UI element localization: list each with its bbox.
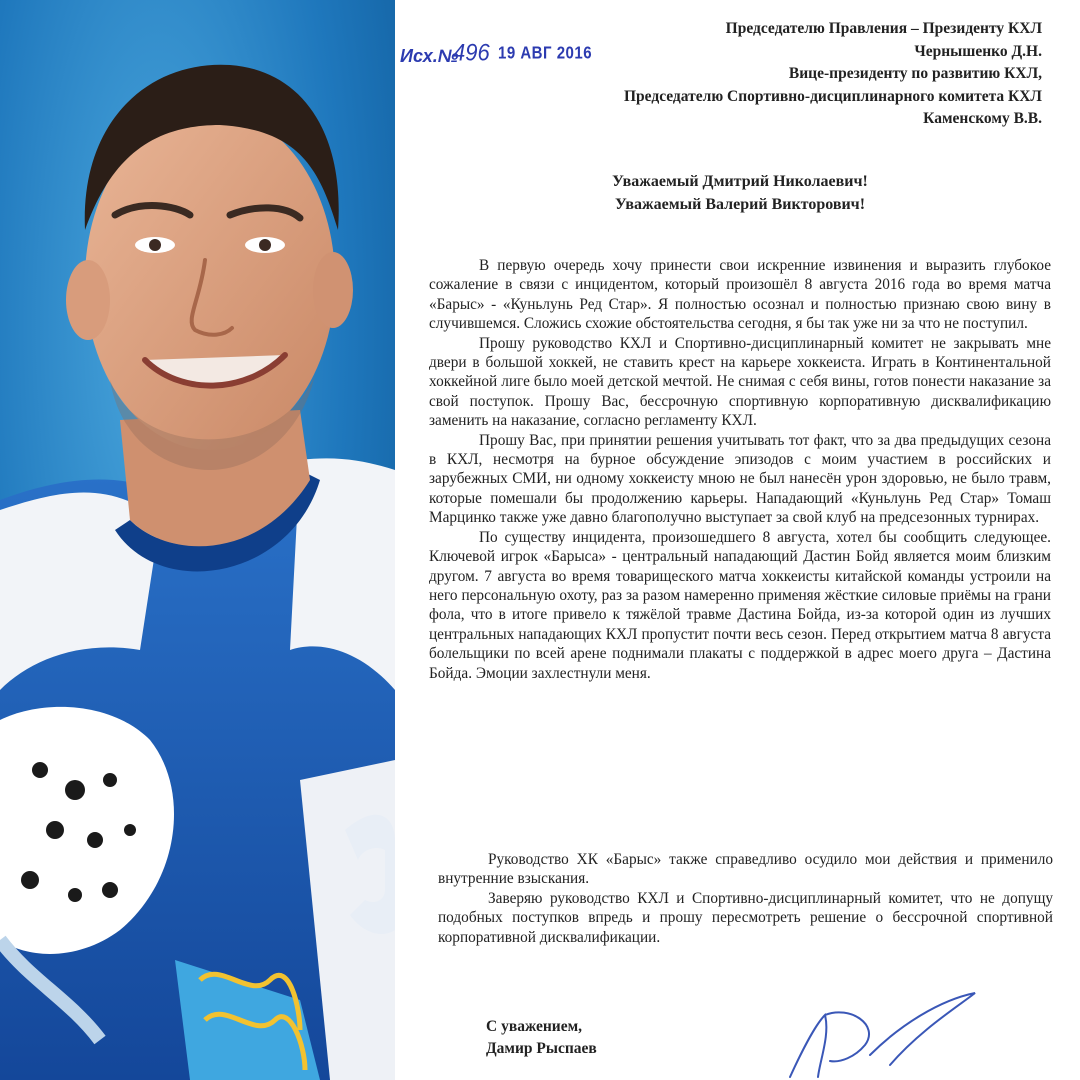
letter-body (429, 256, 1051, 683)
letter-closing-body (438, 850, 1053, 947)
reference-number: 496 (453, 38, 490, 67)
greeting-line: Уважаемый Дмитрий Николаевич! (612, 173, 868, 190)
body-paragraph: Заверяю руководство КХЛ и Спортивно-дисциплинарный комитет, что не допущу подобных поступков впредь и прошу пересмотреть решение о бессрочной спортивной корпоративной дисквалификации. (438, 889, 1053, 946)
addressee-line: Вице-президенту по развитию КХЛ, (788, 65, 1042, 82)
outgoing-reference-stamp (400, 40, 600, 70)
body-paragraph: По существу инцидента, произошедшего 8 августа, хотел бы сообщить следующее. Ключевой игрок «Барыса» - центральный нападающий Дастин Бойд является моим близким другом. 7 августа во время товарищеского матча хоккеисты китайской команды устроили на него персональную охоту, раз за разом намеренно применяя жёсткие силовые приёмы на грани фола, что в итоге привело к тяжёлой травме Дастина Бойда, из-за которой один из лучших центральных нападающих КХЛ пропустит почти весь сезон. Перед открытием матча 8 августа болельщики по всей арене поднимали плакаты с поддержкой в адрес моего друга – Дастина Бойда. Эмоции захлестнули меня. (429, 528, 1051, 682)
player-illustration (0, 0, 395, 1080)
reference-date: 19 АВГ 2016 (498, 43, 593, 64)
greeting-line: Уважаемый Валерий Викторович! (614, 196, 866, 213)
signoff-name: Дамир Рыспаев (486, 1040, 597, 1057)
addressee-line: Чернышенко Д.Н. (914, 42, 1042, 60)
letter-page (400, 0, 1080, 1080)
player-photo (0, 0, 395, 1080)
body-paragraph: Руководство ХК «Барыс» также справедливо осудило мои действия и применило внутренние взыскания. (438, 851, 1053, 888)
reference-prefix: Исх.№ (400, 46, 459, 66)
signoff-closing: С уважением, (486, 1018, 583, 1035)
handwritten-signature (770, 985, 1000, 1080)
addressee-line: Каменскому В.В. (923, 110, 1042, 127)
greeting (400, 170, 1080, 216)
body-paragraph: Прошу руководство КХЛ и Спортивно-дисциплинарный комитет не закрывать мне двери в большой хоккей, не ставить крест на карьере хоккеиста. Играть в Континентальной хоккейной лиге было моей детской мечтой. Не снимая с себя вины, готов понести наказание за свой поступок. Прошу Вас, бессрочную спортивную корпоративную дисквалификацию заменить на наказание, согласно регламенту КХЛ. (429, 334, 1051, 430)
addressee-block (624, 18, 1042, 131)
body-paragraph: Прошу Вас, при принятии решения учитывать тот факт, что за два предыдущих сезона в КХЛ, несмотря на бурное обсуждение эпизодов с моим участием в российских и зарубежных СМИ, ни одному хоккеисту мною не был нанесён урон здоровью, не было травм, которые помешали бы продолжению карьеры. Нападающий «Куньлунь Ред Стар» Томаш Марцинко также уже давно благополучно выступает за свой клуб на предсезонных турнирах. (429, 431, 1051, 527)
body-paragraph: В первую очередь хочу принести свои искренние извинения и выразить глубокое сожаление в связи с инцидентом, который произошёл 8 августа 2016 года во время матча «Барыс» - «Куньлунь Ред Стар». Я полностью осознал и полностью признаю свою вину в случившемся. Сложись схожие обстоятельства сегодня, я бы так уже ни за что не поступил. (429, 257, 1051, 333)
signoff (486, 1016, 597, 1060)
addressee-line: Председателю Правления – Президенту КХЛ (725, 20, 1042, 37)
addressee-line: Председателю Спортивно-дисциплинарного комитета КХЛ (624, 87, 1042, 105)
